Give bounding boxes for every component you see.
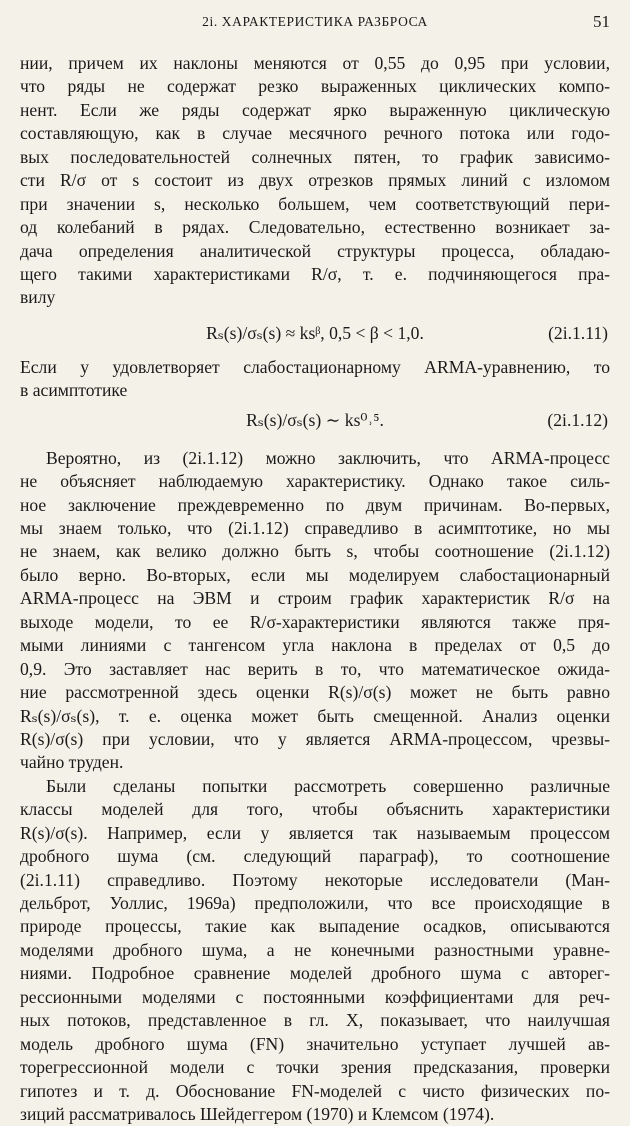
formula-number: (2i.1.11) (548, 322, 608, 343)
text-line: сти R/σ от s состоит из двух отрезков прямых линий с изломом (20, 170, 610, 191)
text-line: гипотез и т. д. Обоснование FN-моделей с чисто физических по- (20, 1080, 610, 1101)
text-line: зиций рассматривалось Шейдеггером (1970) и Клемсом (1974). (20, 1103, 495, 1124)
page-number: 51 (593, 12, 610, 31)
text-line: модель дробного шума (FN) значительно уступает лучшей ав- (20, 1033, 610, 1054)
text-line: торегрессионной модели с точки зрения предсказания, проверки (20, 1057, 610, 1078)
text-line: ниями. Подробное сравнение моделей дробного шума с авторег- (20, 963, 610, 984)
text-line: моделями дробного шума, а не конечными разностными уравне- (20, 939, 610, 960)
paragraph-1 (20, 52, 610, 310)
formula-number: (2i.1.12) (547, 409, 608, 430)
paragraph-2 (20, 356, 610, 403)
page-body (20, 52, 610, 1126)
text-line: было верно. Во-вторых, если мы моделируем слабостационарный (20, 564, 610, 585)
formula-expression: Rₛ(s)/σₛ(s) ∼ ks⁰˒⁵. (246, 409, 384, 430)
text-line: классы моделей для того, чтобы объяснить характеристики (20, 799, 610, 820)
text-line: ных потоков, представленное в гл. X, показывает, что наилучшая (20, 1010, 610, 1031)
text-line: Вероятно, из (2i.1.12) можно заключить, что ARMA-процесс (46, 447, 610, 468)
text-line: выходе модели, то ее R/σ-характеристики являются также пря- (20, 611, 610, 632)
text-line: не знаем, как велико должно быть s, чтобы соотношение (2i.1.12) (20, 541, 610, 562)
text-line: Были сделаны попытки рассмотреть совершенно различные (46, 775, 610, 796)
text-line: од колебаний в рядах. Следовательно, естественно возникает за- (20, 217, 610, 238)
text-line: вых последовательностей солнечных пятен, то график зависимо- (20, 146, 610, 167)
text-line: дача определения аналитической структуры процесса, обладаю- (20, 240, 610, 261)
text-line: природе процессы, такие как выпадение осадков, описываются (20, 916, 610, 937)
text-line: Rₛ(s)/σₛ(s), т. е. оценка может быть смещенной. Анализ оценки (20, 705, 610, 726)
text-line: дробного шума (см. следующий параграф), то соотношение (20, 846, 610, 867)
text-line: что ряды не содержат резко выраженных циклических компо- (20, 76, 610, 97)
text-line: рессионными моделями с постоянными коэффициентами для реч- (20, 986, 610, 1007)
text-line: щего такими характеристиками R/σ, т. е. подчиняющегося пра- (20, 263, 610, 284)
formula-2i-1-12 (20, 403, 610, 437)
formula-2i-1-11 (20, 316, 610, 350)
text-line: мы знаем только, что (2i.1.12) справедливо в асимптотике, но мы (20, 518, 610, 538)
text-line: мыми линиями с тангенсом угла наклона в пределах от 0,5 до (20, 635, 610, 656)
text-line: в асимптотике (20, 380, 128, 401)
text-line: ное заключение преждевременно по двум причинам. Во-первых, (20, 494, 610, 515)
formula-expression: Rₛ(s)/σₛ(s) ≈ ksᵝ, 0,5 < β < 1,0. (206, 322, 424, 343)
text-line: ARMA-процесс на ЭВМ и строим график характеристик R/σ на (20, 588, 610, 609)
text-line: Если y удовлетворяет слабостационарному ARMA-уравнению, то (20, 356, 610, 377)
text-line: составляющую, как в случае месячного речного потока или годо- (20, 123, 610, 144)
text-line: (2i.1.11) справедливо. Поэтому некоторые исследователи (Ман- (20, 869, 610, 890)
text-line: R(s)/σ(s) при условии, что y является ARMA-процессом, чрезвы- (20, 728, 610, 749)
text-line: вилу (20, 287, 56, 308)
text-line: дельброт, Уоллис, 1969a) предположили, что все происходящие в (20, 893, 610, 913)
paragraph-4 (20, 775, 610, 1126)
text-line: нент. Если же ряды содержат ярко выраженную циклическую (20, 99, 610, 120)
text-line: ние рассмотренной здесь оценки R(s)/σ(s) может не быть равно (20, 682, 610, 703)
text-line: при значении s, несколько большем, чем соответствующий пери- (20, 193, 610, 214)
running-header (18, 10, 612, 40)
text-line: не объясняет наблюдаемую характеристику. Однако такое силь- (20, 471, 610, 492)
text-line: нии, причем их наклоны меняются от 0,55 до 0,95 при условии, (20, 53, 610, 73)
section-title: 2i. ХАРАКТЕРИСТИКА РАЗБРОСА (202, 14, 428, 29)
text-line: чайно труден. (20, 752, 124, 773)
text-line: 0,9. Это заставляет нас верить в то, что математическое ожида- (20, 658, 610, 679)
text-line: R(s)/σ(s). Например, если y является так называемым процессом (20, 822, 610, 843)
paragraph-3 (20, 447, 610, 775)
